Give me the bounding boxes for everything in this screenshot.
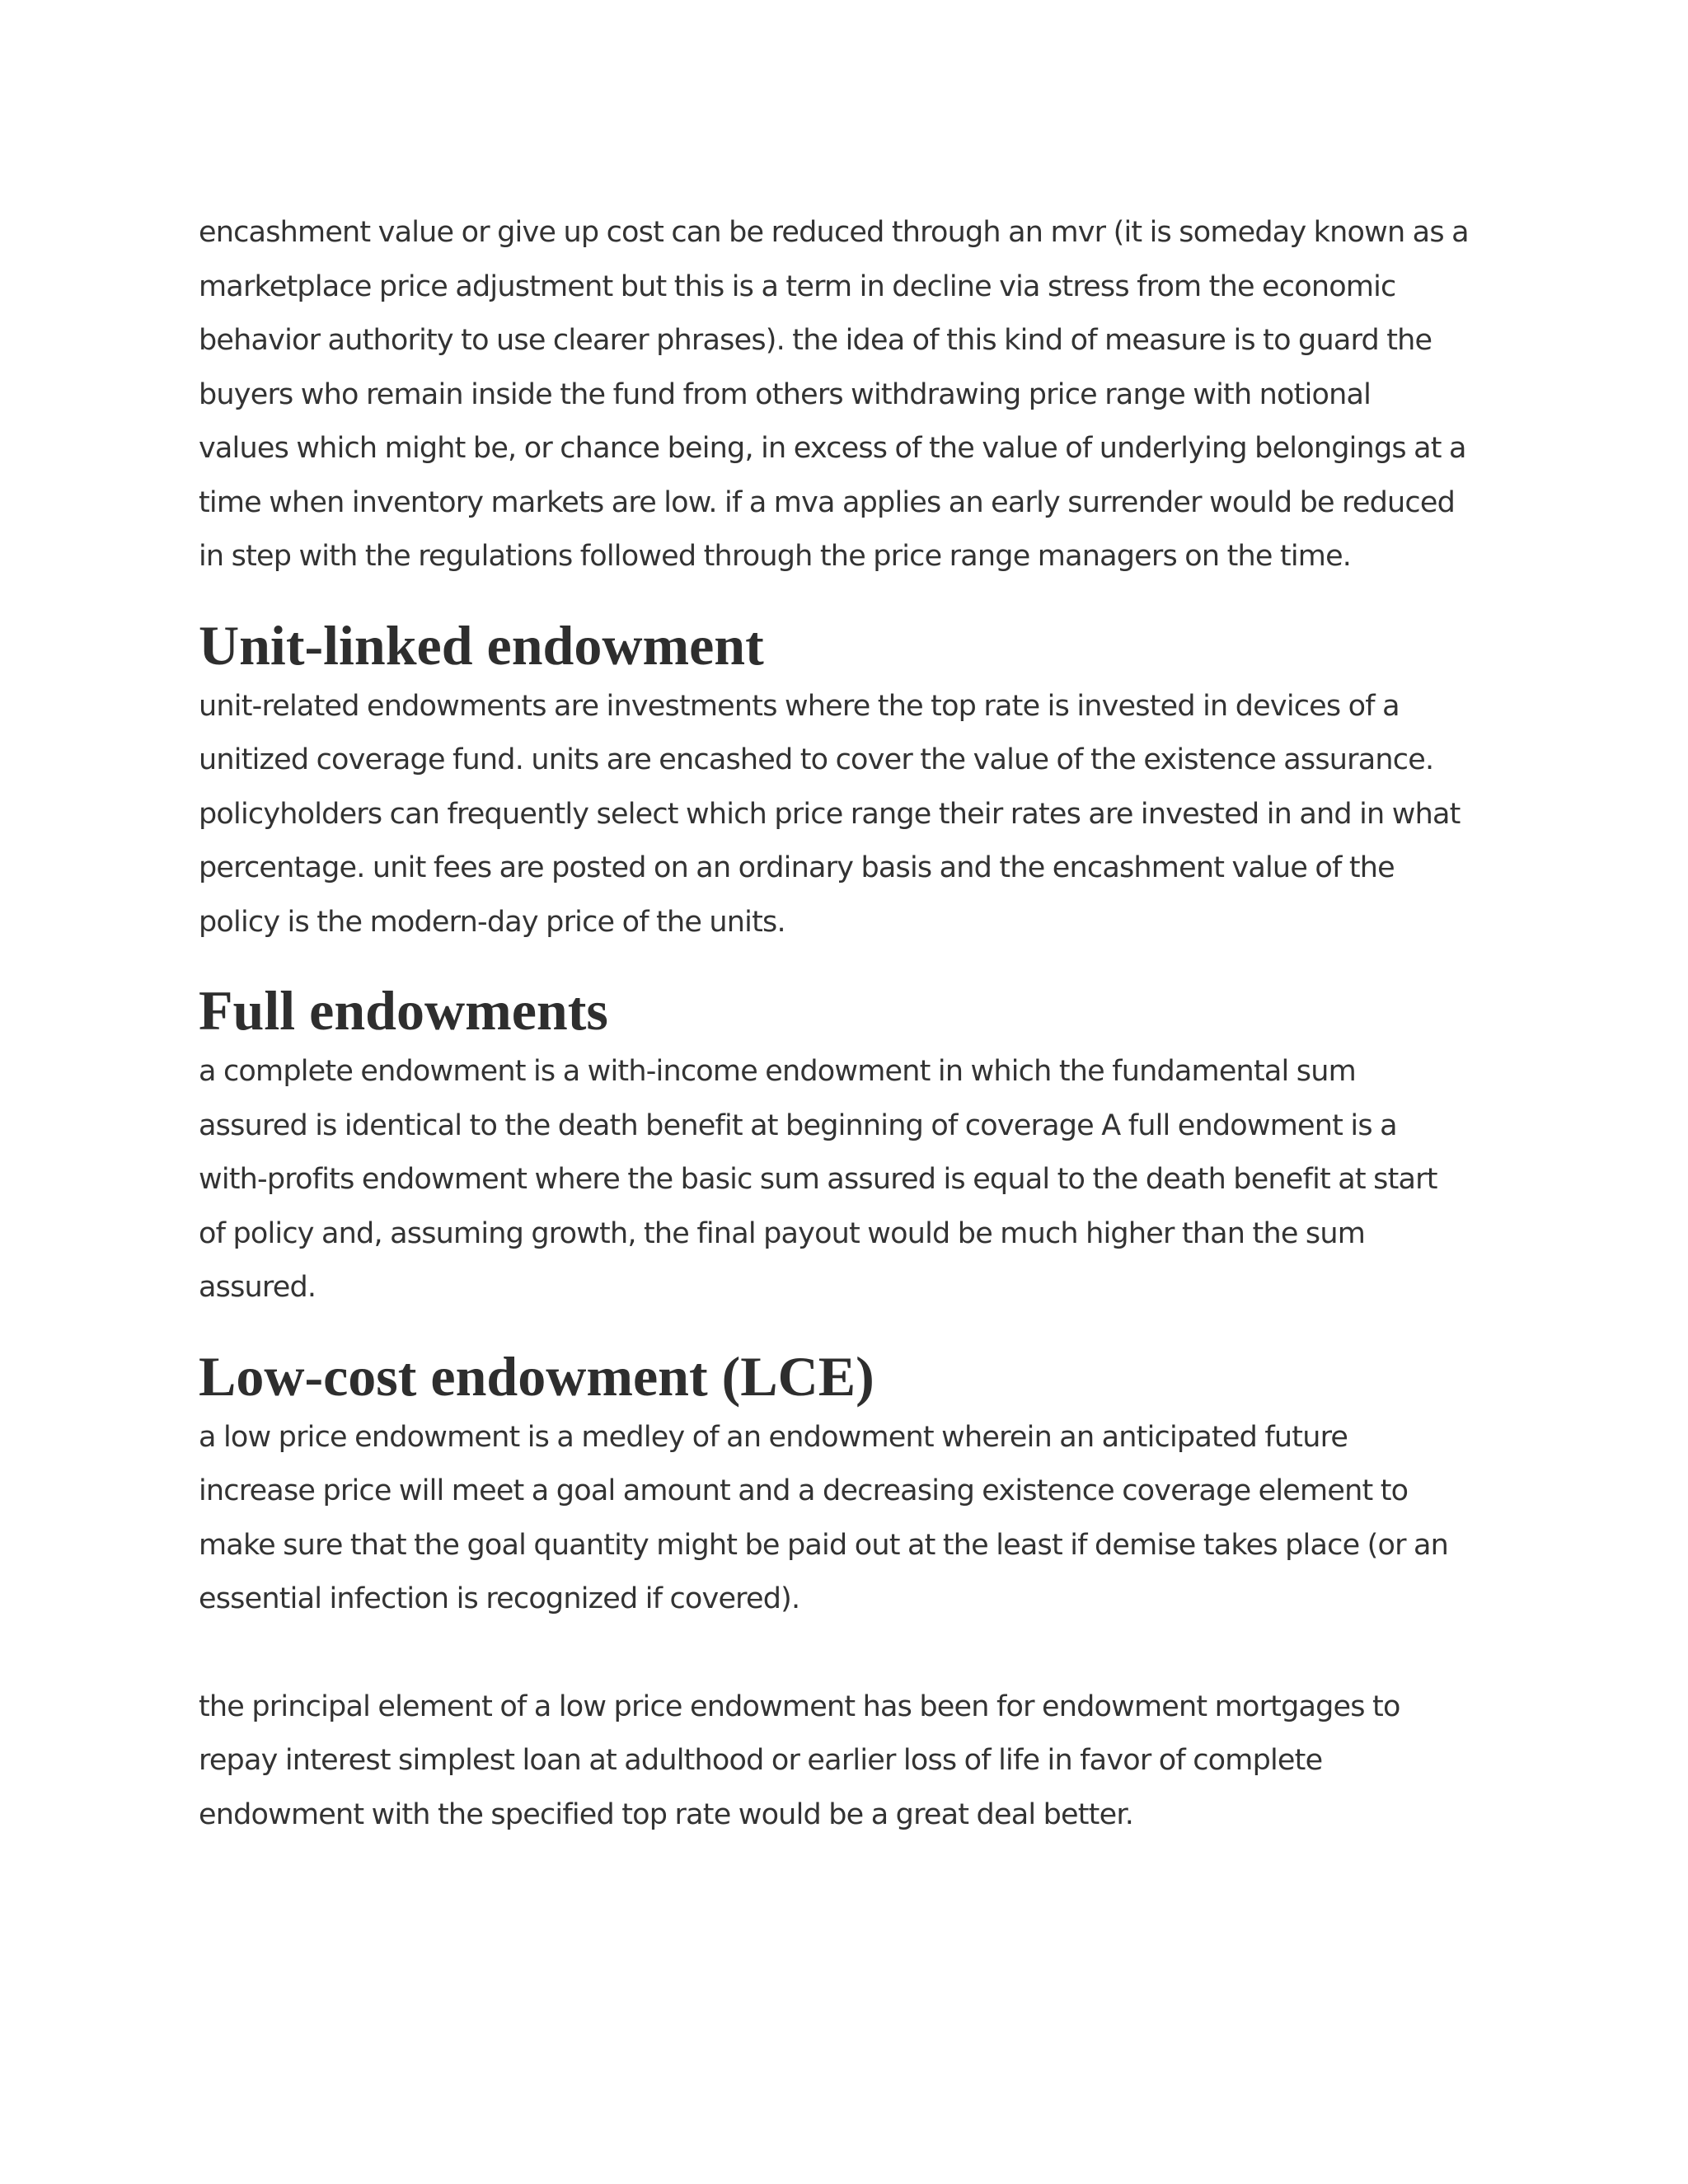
text-line: percentage. unit fees are posted on an ordinary basis and the encashment value of the <box>199 851 1395 884</box>
heading-full-endowments: Full endowments <box>199 979 608 1042</box>
heading-low-cost-endowment: Low-cost endowment (LCE) <box>199 1344 874 1408</box>
text-line: the principal element of a low price endowment has been for endowment mortgages to <box>199 1690 1400 1723</box>
text-line: repay interest simplest loan at adulthood or earlier loss of life in favor of complete <box>199 1744 1323 1777</box>
text-line: policy is the modern-day price of the units. <box>199 905 785 939</box>
paragraph-low-cost-endowment-principal <box>199 1680 1493 1843</box>
text-line: in step with the regulations followed through the price range managers on the time. <box>199 540 1352 573</box>
text-line: unitized coverage fund. units are encashed to cover the value of the existence assurance. <box>199 743 1434 776</box>
heading-unit-linked-endowment: Unit-linked endowment <box>199 613 764 677</box>
paragraph-full-endowments <box>199 1045 1493 1315</box>
text-line: unit-related endowments are investments where the top rate is invested in devices of a <box>199 689 1400 723</box>
text-line: buyers who remain inside the fund from others withdrawing price range with notional <box>199 377 1372 411</box>
text-line: assured is identical to the death benefit at beginning of coverage A full endowment is a <box>199 1108 1397 1142</box>
document-page <box>199 206 1493 1842</box>
text-line: policyholders can frequently select which price range their rates are invested in and in what <box>199 797 1461 831</box>
text-line: encashment value or give up cost can be reduced through an mvr (it is someday known as a <box>199 216 1469 249</box>
text-line: endowment with the specified top rate would be a great deal better. <box>199 1797 1134 1831</box>
text-line: make sure that the goal quantity might be paid out at the least if demise takes place (or an <box>199 1528 1449 1562</box>
text-line: time when inventory markets are low. if a mva applies an early surrender would be reduced <box>199 485 1455 519</box>
text-line: a complete endowment is a with-income endowment in which the fundamental sum <box>199 1055 1356 1088</box>
paragraph-unit-linked-endowment <box>199 680 1493 950</box>
text-line: essential infection is recognized if covered). <box>199 1582 800 1615</box>
text-line: a low price endowment is a medley of an endowment wherein an anticipated future <box>199 1420 1348 1454</box>
text-line: behavior authority to use clearer phrases). the idea of this kind of measure is to guard the <box>199 324 1432 357</box>
text-line: with-profits endowment where the basic sum assured is equal to the death benefit at start <box>199 1163 1437 1196</box>
paragraph-market-value-reduction <box>199 206 1493 584</box>
text-line: assured. <box>199 1271 316 1304</box>
text-line: increase price will meet a goal amount and a decreasing existence coverage element to <box>199 1474 1409 1507</box>
paragraph-low-cost-endowment <box>199 1411 1493 1627</box>
text-line: of policy and, assuming growth, the final payout would be much higher than the sum <box>199 1216 1365 1250</box>
text-line: values which might be, or chance being, in excess of the value of underlying belongings at a <box>199 432 1466 465</box>
text-line: marketplace price adjustment but this is a term in decline via stress from the economic <box>199 269 1396 303</box>
